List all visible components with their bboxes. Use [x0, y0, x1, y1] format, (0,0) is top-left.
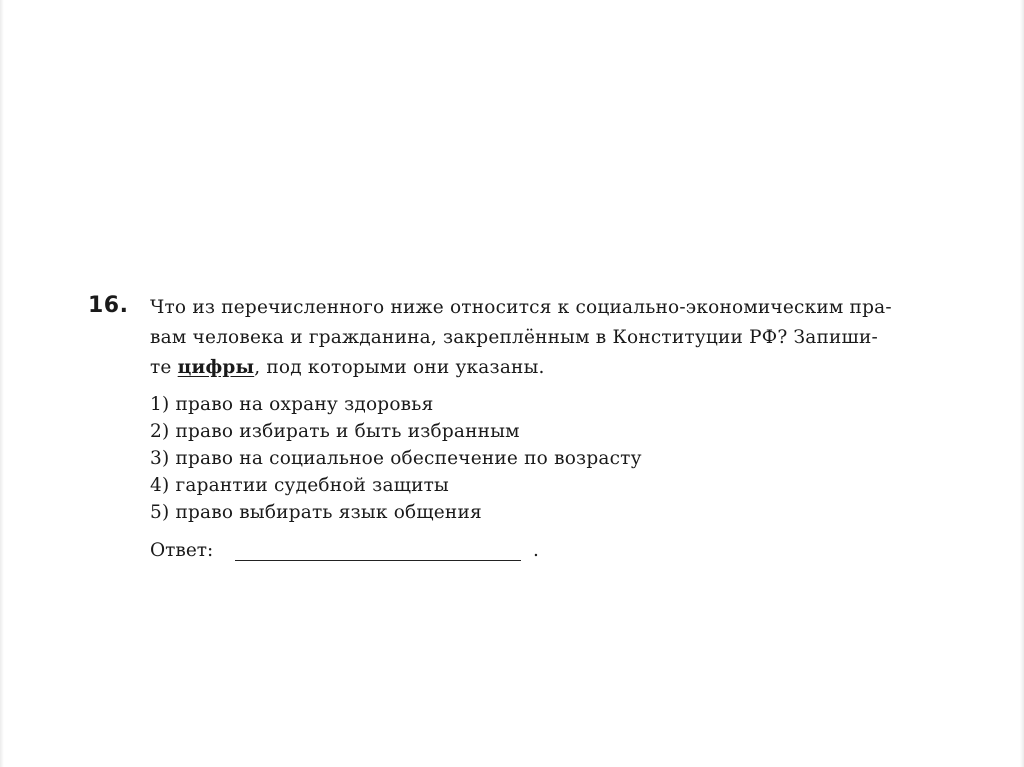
question-line-3 — [150, 353, 980, 383]
question-line-1: Что из перечисленного ниже относится к социально-экономическим пра- — [150, 297, 892, 318]
option-item: 5) право выбирать язык общения — [150, 502, 482, 523]
question-number: 16. — [88, 293, 129, 318]
option-item: 3) право на социальное обеспечение по возрасту — [150, 448, 642, 469]
question-text — [150, 293, 980, 383]
answer-label: Ответ: — [150, 540, 214, 561]
answer-options — [150, 391, 642, 526]
option-item: 4) гарантии судебной защиты — [150, 475, 449, 496]
answer-row — [150, 540, 539, 561]
emphasis-digits: цифры — [177, 357, 255, 378]
answer-blank[interactable] — [235, 540, 521, 561]
question-line-3-start: те — [150, 357, 178, 378]
question-line-2: вам человека и гражданина, закреплённым в Конституции РФ? Запиши- — [150, 327, 878, 348]
question-line-3-end: , под которыми они указаны. — [254, 357, 545, 378]
answer-period: . — [533, 540, 539, 561]
option-item: 1) право на охрану здоровья — [150, 394, 434, 415]
option-item: 2) право избирать и быть избранным — [150, 421, 520, 442]
